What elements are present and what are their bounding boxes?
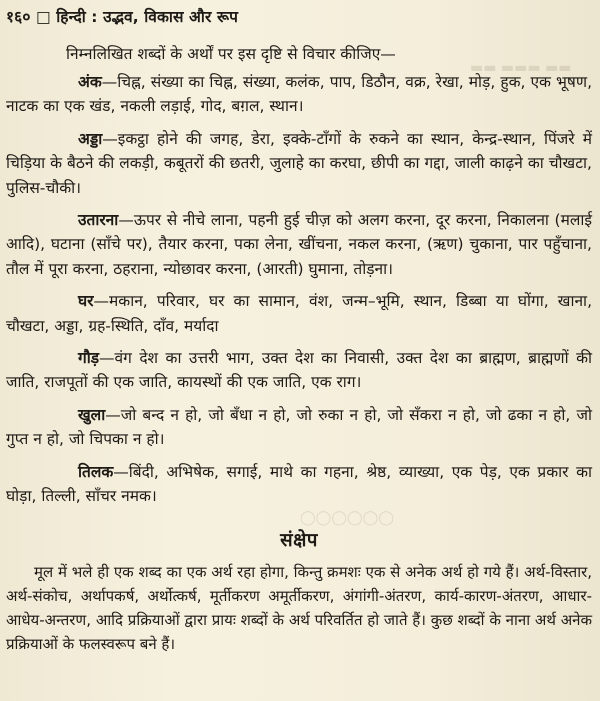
entry-definition: —इकट्ठा होने की जगह, डेरा, इक्के-टाँगों के रुकने का स्थान, केन्द्र-स्थान, पिंजरे में चिड़िया के बैठने की लकड़ी, कबूतरों की छतरी, जुलाहे का करघा, छीपी का गद्दा, जाली काढ़ने का चौखटा, पुलिस-चौकी। [6,129,592,197]
entry-definition: —ऊपर से नीचे लाना, पहनी हुई चीज़ को अलग करना, दूर करना, निकालना (मलाई आदि), घटाना (साँचे पर), तैयार करना, पका लेना, खींचना, नकल करना, (ऋण) चुकाना, पार पहुँचाना, तौल में पूरा करना, ठहराना, न्योछावर करना, (आरती) घुमाना, तोड़ना। [6,211,592,278]
entry-term: उतारना [78,211,119,230]
intro-sentence: निम्नलिखित शब्दों के अर्थों पर इस दृष्टि से विचार कीजिए— [66,45,396,63]
entry-term: खुला [78,405,106,424]
entry-ghar [6,289,592,338]
entry-term: तिलक [78,462,114,481]
page-body [6,42,592,656]
entry-khula [6,403,592,452]
entry-ank [6,70,592,119]
entry-definition: —जो बन्द न हो, जो बँधा न हो, जो रुका न हो, जो सँकरा न हो, जो ढका न हो, जो गुप्त न हो, जो चिपका न हो। [6,405,592,449]
running-title: हिन्दी : उद्भव, विकास और रूप [56,8,238,26]
entry-term: अंक [78,73,102,91]
entry-definition: —चिह्न, संख्या का चिह्न, संख्या, कलंक, पाप, डिठौन, वक्र, रेखा, मोड़, हुक, एक भूषण, नाटक का एक खंड, नकली लड़ाई, गोद, बग़ल, स्थान। [6,73,592,116]
summary-heading: संक्षेप [280,529,318,551]
entry-utarna [6,208,592,281]
entry-term: गौड़ [78,349,100,368]
entry-term: अड्डा [78,129,103,148]
entry-tilak [6,460,592,509]
show-through-text: ◯◯◯◯◯◯ [300,510,395,526]
entry-adda [6,127,592,200]
show-through-text: ▬▬ ▬▬▬ ▬▬ [470,60,572,76]
separator-box: □ [35,8,51,26]
entry-term: घर [78,292,94,311]
entry-definition: —बिंदी, अभिषेक, सगाई, माथे का गहना, श्रेष्ठ, व्याख्या, एक पेड़, एक प्रकार का घोड़ा, तिल्ली, साँचर नमक। [6,462,592,506]
running-header [6,5,238,27]
entry-gaud [6,346,592,395]
entry-definition: —मकान, परिवार, घर का सामान, वंश, जन्म–भूमि, स्थान, डिब्बा या घोंगा, खाना, चौखटा, अड्डा, ग्रह-स्थिति, दाँव, मर्यादा [6,292,592,335]
summary-paragraph: मूल में भले ही एक शब्द का एक अर्थ रहा होगा, किन्तु क्रमशः एक से अनेक अर्थ हो गये हैं। अर्थ-विस्तार, अर्थ-संकोच, अर्थापकर्ष, अर्थोत्कर्ष, मूर्तीकरण अमूर्तीकरण, अंगांगी-अंतरण, कार्य-कारण-अंतरण, आधार-आधेय-अन्तरण, आदि प्रक्रियाओं द्वारा प्रायः शब्दों के अर्थ परिवर्तित हो जाते हैं। कुछ शब्दों के नाना अर्थ अनेक प्रक्रियाओं के फलस्वरूप बने हैं। [6,562,592,654]
page-number: १६० [6,8,31,26]
entry-definition: —वंग देश का उत्तरी भाग, उक्त देश का निवासी, उक्त देश का ब्राह्मण, ब्राह्मणों की जाति, राजपूतों की एक जाति, कायस्थों की एक जाति, एक राग। [6,349,592,392]
